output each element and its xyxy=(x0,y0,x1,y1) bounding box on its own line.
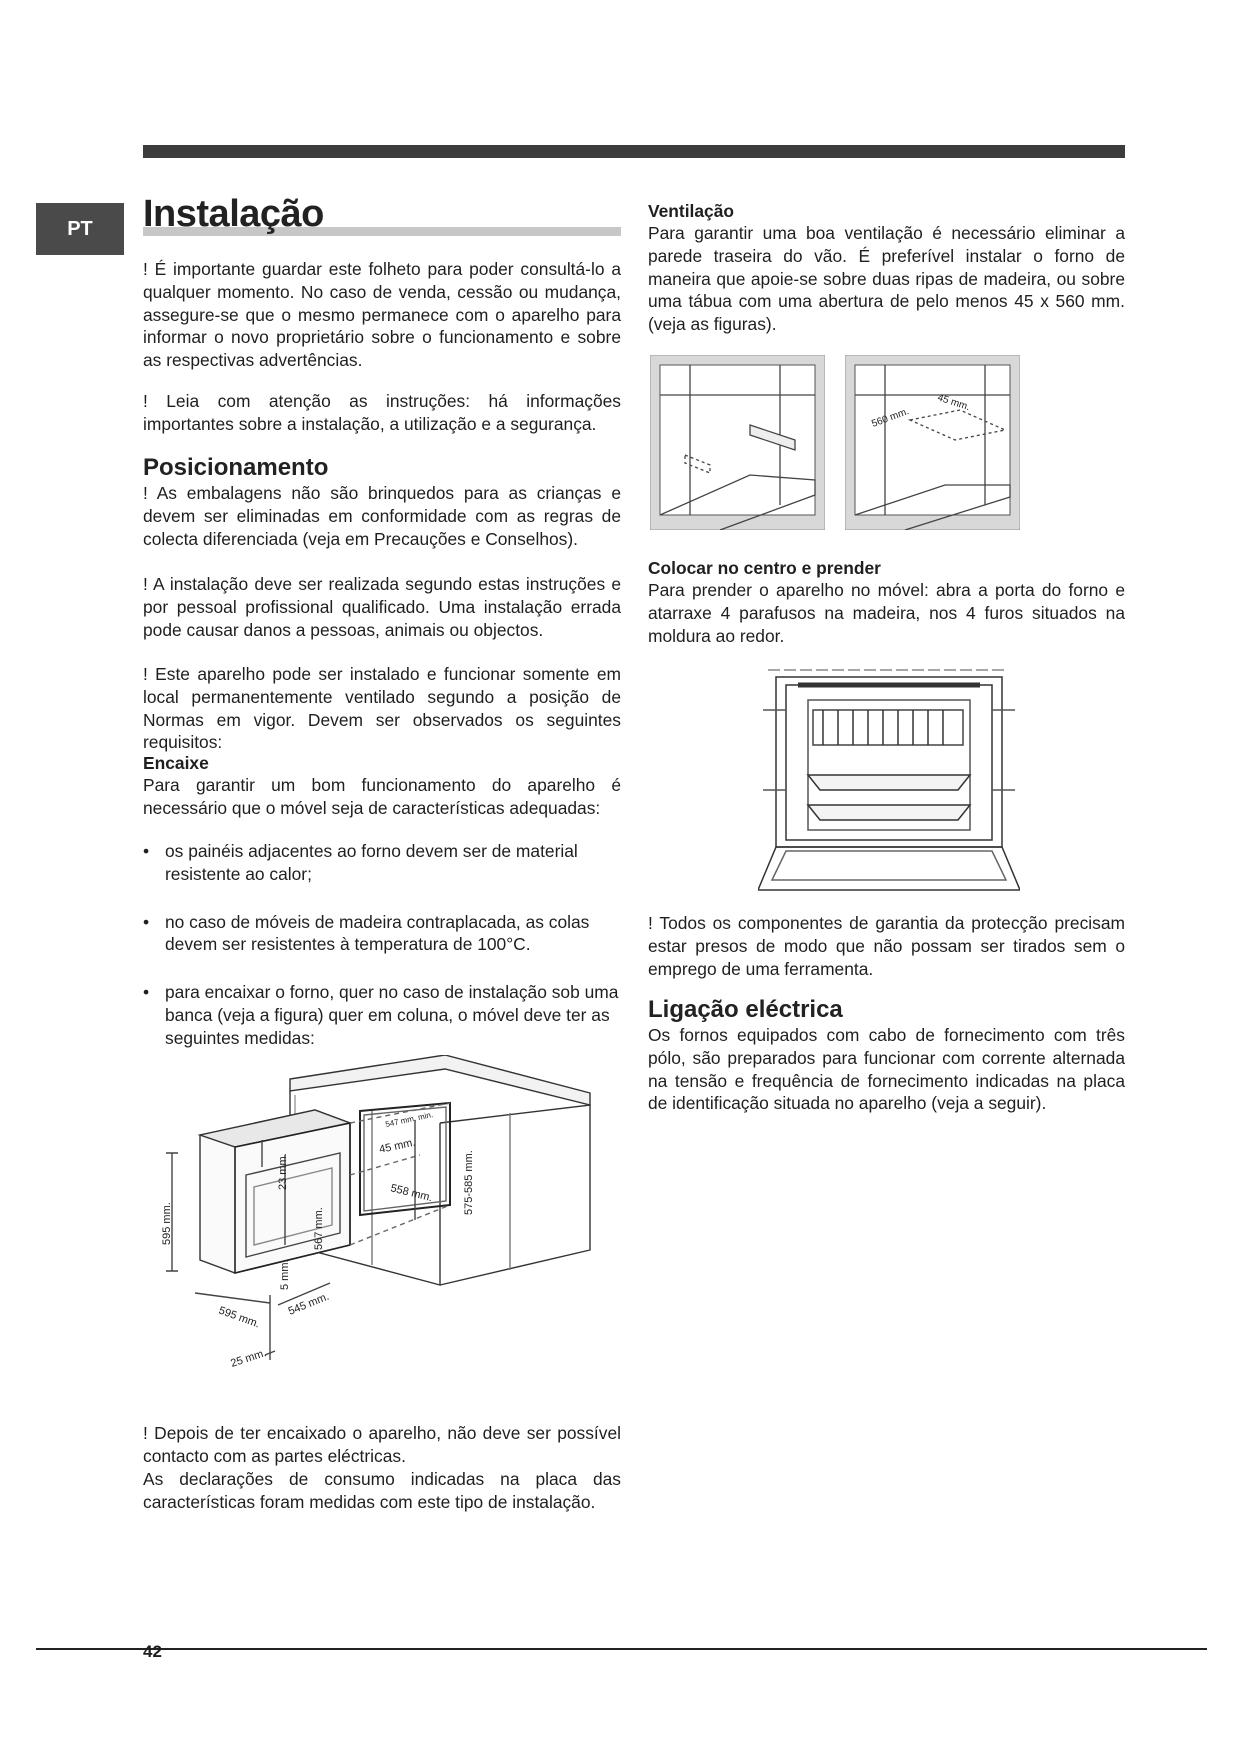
electrical-paragraph: Os fornos equipados com cabo de fornecimento com três pólo, são preparados para funcionar com corrente alternada na tensão e frequência de fornecimento indicadas na placa de identificação situada no aparelho (veja a seguir). xyxy=(648,1025,1125,1114)
list-item-text: no caso de móveis de madeira contraplacada, as colas devem ser resistentes à temperatura de 100°C. xyxy=(165,911,590,955)
bullet-list xyxy=(143,840,621,1050)
top-rule xyxy=(143,145,1125,158)
heading-centro: Colocar no centro e prender xyxy=(648,558,881,578)
ventilated-location-paragraph: ! Este aparelho pode ser instalado e funcionar somente em local permanentemente ventilado segundo a posição de Normas em vigor. Devem ser observados os seguintes requisitos: xyxy=(143,664,621,753)
list-item: • para encaixar o forno, quer no caso de instalação sob uma banca (veja a figura) quer em coluna, o móvel deve ter as seguintes medidas: xyxy=(143,982,619,1048)
page-title: Instalação xyxy=(143,193,324,235)
dim-25: 25 mm. xyxy=(229,1347,268,1370)
list-item-text: para encaixar o forno, quer no caso de instalação sob uma banca (veja a figura) quer em coluna, o móvel deve ter as seguintes medidas: xyxy=(165,982,619,1048)
dim-595-vertical: 595 mm. xyxy=(161,1202,173,1245)
dim-5: 5 mm. xyxy=(279,1259,291,1290)
dim-567: 567 mm. xyxy=(313,1207,325,1250)
dim-45: 45 mm. xyxy=(378,1136,417,1156)
ventilation-figure-strips xyxy=(650,355,825,530)
fixing-paragraph: Para prender o aparelho no móvel: abra a porta do forno e atarraxe 4 parafusos na madeira, nos 4 furos situados na moldura ao redor. xyxy=(648,580,1125,646)
heading-ventilacao: Ventilação xyxy=(648,201,735,221)
installation-diagram xyxy=(150,1055,600,1405)
packaging-paragraph: ! As embalagens não são brinquedos para as crianças e devem ser eliminadas em conformidade com as regras de colecta diferenciada (veja em Precauções e Conselhos). xyxy=(143,483,621,549)
bottom-rule xyxy=(36,1648,1207,1650)
consumption-paragraph: As declarações de consumo indicadas na placa das características foram medidas com este tipo de instalação. xyxy=(143,1469,621,1512)
electrical-contact-paragraph: ! Depois de ter encaixado o aparelho, não deve ser possível contacto com as partes eléctricas. xyxy=(143,1423,621,1466)
intro-paragraph: ! É importante guardar este folheto para poder consultá-lo a qualquer momento. No caso de venda, cessão ou mudança, assegure-se que o mesmo permanece com o aparelho para informar o novo proprietário sobre o funcionamento e sobre as respectivas advertências. xyxy=(143,259,621,371)
ventilation-figure-board xyxy=(845,355,1020,530)
installation-paragraph: ! A instalação deve ser realizada segundo estas instruções e por pessoal profissional qualificado. Uma instalação errada pode causar danos a pessoas, animais ou objectos. xyxy=(143,574,621,640)
list-item: • os painéis adjacentes ao forno devem ser de material resistente ao calor; xyxy=(143,841,578,884)
dim-547: 547 mm. min. xyxy=(384,1110,434,1129)
heading-encaixe: Encaixe xyxy=(143,753,209,773)
dim-595-horizontal: 595 mm. xyxy=(216,1304,262,1331)
dim-23: 23 mm. xyxy=(277,1153,289,1190)
ventilation-paragraph: Para garantir uma boa ventilação é necessário eliminar a parede traseira do vão. É preferível instalar o forno de maneira que apoie-se sobre duas ripas de madeira, ou sobre uma tábua com uma abertura de pelo menos 45 x 560 mm. (veja as figuras). xyxy=(648,223,1125,335)
oven-front-diagram xyxy=(758,665,1020,901)
vent-dim-45: 45 mm. xyxy=(936,392,972,414)
encaixe-paragraph: Para garantir um bom funcionamento do aparelho é necessário que o móvel seja de características adequadas: xyxy=(143,775,621,818)
language-tab: PT xyxy=(36,203,124,255)
safety-components-paragraph: ! Todos os componentes de garantia da protecção precisam estar presos de modo que não possam ser tirados sem o emprego de uma ferramenta. xyxy=(648,913,1125,979)
heading-posicionamento: Posicionamento xyxy=(143,454,329,481)
page-number: 42 xyxy=(143,1642,162,1661)
heading-ligacao: Ligação eléctrica xyxy=(648,996,843,1023)
dim-575-585: 575-585 mm. xyxy=(463,1150,475,1215)
list-item: • no caso de móveis de madeira contraplacada, as colas devem ser resistentes à temperatura de 100°C. xyxy=(143,911,590,955)
read-instructions-paragraph: ! Leia com atenção as instruções: há informações importantes sobre a instalação, a utilização e a segurança. xyxy=(143,391,621,434)
list-item-text: os painéis adjacentes ao forno devem ser de material resistente ao calor; xyxy=(165,841,578,884)
dim-545: 545 mm. xyxy=(286,1290,331,1318)
vent-dim-560: 560 mm. xyxy=(870,406,911,430)
dim-558: 558 mm. xyxy=(389,1182,434,1205)
